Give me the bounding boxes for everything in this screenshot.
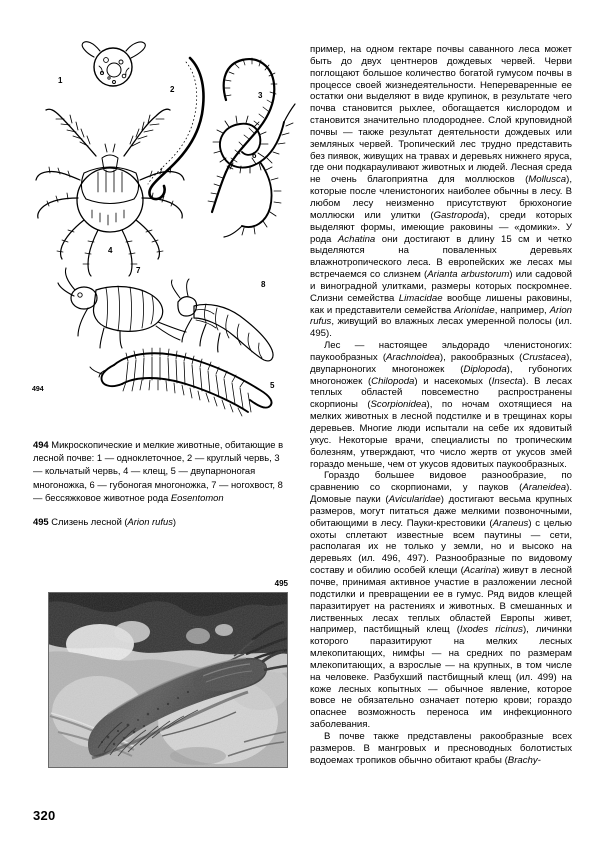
scientific-name: Arionidae [454,304,495,316]
organism-2-roundworm [148,58,204,199]
figure-item-number-8: 8 [261,280,266,289]
scientific-name: Gastropoda [433,209,484,221]
organism-8-protura [171,279,273,361]
scientific-name: Arion rufus [310,304,572,328]
scientific-name: Insecta [491,375,523,387]
caption-494-italic: Eosentomon [170,491,224,503]
body-paragraph: В почве также представлены ракообразные всех размеров. В мангровых и пресноводных болотистых водоемах тропиков обычно обитают крабы (Brachy- [310,730,572,766]
organism-5-millipede [90,348,272,416]
caption-494-text: Микроскопические и мелкие животные, обитающие в лесной почве: 1 — одноклеточное, 2 — круглый червь, 3 — кольчатый червь, 4 — клещ, 5 — двупарноногая многоножка, 6 — губоногая многоножка, 7 — ногохвост, 8 — бессяжковое животное рода [33,439,284,503]
figure-item-number-6: 6 [252,151,257,160]
slug-photograph [48,592,288,768]
organism-6-centipede [213,104,295,237]
organism-1-protozoan [82,42,145,86]
caption-495-tail: ) [172,516,177,528]
body-text-column [310,44,572,766]
figure-captions [33,438,291,539]
scientific-name: Araneidea [522,482,567,494]
scientific-name: Brachy- [507,754,541,766]
body-paragraph: Лес — настоящее эльдорадо членистоногих: паукообразных (Arachnoidea), ракообразных (Crustacea), двупарноногих многоножек (Diplopoda), губоногих многоножек (Chilopoda) и насекомых (Insecta). В лесах теплых областей повсеместно распространены скорпионы (Scorpionidea), по ночам охотящиеся на мелких животных в лесной подстилке и в трещинах коры деревьев. Многие люди испытали на себе их ядовитый укус. Некоторые врачи, специалисты по тропическим болезням, утверждают, что число жертв от укусов змей гораздо меньше, чем от укусов ядовитых паукообразных. [310,340,573,470]
figure-item-number-7: 7 [136,266,141,275]
scientific-name: Ixodes ricinus [459,624,523,636]
figure-item-number-5: 5 [270,381,275,390]
scientific-name: Araneus [492,517,529,529]
caption-495-text: Слизень лесной ( [48,516,128,528]
caption-494 [33,438,291,504]
figure-item-number-1: 1 [58,76,63,85]
scientific-name: Diplopoda [463,363,507,375]
scientific-name: Arachnoidea [386,351,440,363]
scientific-name: Scorpionidea [370,399,427,411]
scientific-name: Avicularidae [388,494,441,506]
scientific-name: Chilopoda [371,375,415,387]
figure-item-number-3: 3 [258,91,263,100]
body-paragraph: Гораздо большее видовое разнообразие, по сравнению со скорпионами, у пауков (Araneidea). Домовые пауки (Avicularidae) достигают весьма крупных размеров, могут питаться даже мелкими позвоночными, обитающими в лесу. Пауки-крестовики (Araneus) с целью охоты сплетают известные всем паутины — сети, располагая их не только у земли, но и высоко на деревьях (ил. 496, 497). Разнообразные по видовому составу и обилию особей клещи (Acarina) живут в лесной почве, принимая активное участие в разложении лесной подстилки и превращении ее в гумус. Ряд видов клещей паразитирует на растениях и животных. В смешанных и лиственных лесах теплых областей Европы живет, например, пастбищный клещ (Ixodes ricinus), личинки которого паразитируют на мелких лесных млекопитающих, нимфы — на средних по размерам млекопитающих, а взрослые — на крупных, в том числе на человеке. Разбухший пастбищный клещ (ил. 499) на коже лесных копытных — обычное явление, которое вовсе не обязательно означает потерю крови; гораздо опаснее возможность переноса им инфекционного заболевания. [310,470,572,731]
caption-495 [33,515,291,528]
caption-495-number: 495 [33,516,49,528]
scientific-name: Limacidae [398,292,443,304]
caption-495-italic: Arion rufus [127,516,173,528]
organism-7-springtail [58,268,186,348]
figure-494-inline-label: 494 [32,386,44,393]
figure-item-number-2: 2 [170,85,175,94]
figure-item-number-4: 4 [108,246,113,255]
figure-494-illustration [30,40,298,418]
page-number: 320 [33,808,56,823]
body-paragraph: пример, на одном гектаре почвы саванного леса может быть до двух центнеров дождевых червей. Черви поглощают большое количество богатой гумусом почвы в процессе своей жизнедеятельности. Непереваренные ее остатки они выделяют в виде крупинок, в результате чего почва становится рыхлее, обогащается кислородом и становится значительно плодороднее. Слой круповидной почвы — также результат деятельности дождевых или земляных червей. Тропический лес трудно представить без пиявок, живущих на травах и деревьях нижнего яруса, где они подкарауливают животных и людей. Лесная среда не очень благоприятна для моллюсков (Mollusca), которые после членистоногих наиболее обычны в лесу. В любом лесу неизменно присутствуют брюхоногие моллюски или улитки (Gastropoda), среди которых выделяют формы, имеющие раковины — «домики». У рода Achatina они достигают в длину 15 см и четко выделяются на поваленных деревьях влажнотропического леса. В европейских же лесах мы встречаемся со слизнем (Arianta arbustorum) или садовой и виноградной улитками, размеры которых поскромнее. Слизни семейства Limacidae вообще лишены раковины, как и представители семейства Arionidae, например, Arion rufus, живущий во влажных лесах умеренной полосы (ил. 495). [310,44,573,340]
scientific-name: Arianta arbustorum [427,269,510,281]
caption-494-number: 494 [33,439,49,450]
figure-495-label: 495 [274,579,288,588]
scientific-name: Crustacea [522,351,567,363]
scientific-name: Acarina [463,565,497,577]
organism-3-annelid [208,58,277,212]
figure-495-photo-block [48,579,288,768]
scientific-name: Mollusca [528,174,567,186]
left-column [30,40,298,823]
scientific-name: Achatina [337,233,376,245]
